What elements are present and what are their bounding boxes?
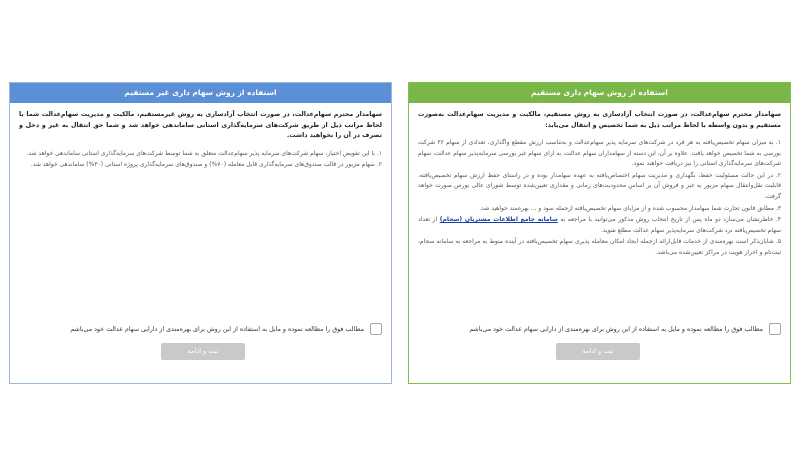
direct-agree-checkbox[interactable] (769, 323, 781, 335)
indirect-submit-button[interactable]: ثبت و ادامه (161, 343, 245, 360)
direct-terms-list (418, 138, 781, 259)
indirect-term-item-2: ۲. سهام مزبور در قالب صندوق‌های سرمایه‌گذاری قابل معامله (۷۰%) و صندوق‌های سرمایه‌گذاری پروژه استانی (۳۰%) ساماندهی خواهد شد. (30, 161, 382, 169)
indirect-agree-label[interactable]: مطالب فوق را مطالعه نموده و مایل به استفاده از این روش برای بهره‌مندی از دارایی سهام عدالت خود می‌باشم (70, 325, 364, 333)
indirect-agree-checkbox[interactable] (370, 323, 382, 335)
indirect-intro-text: سهامدار محترم سهام‌عدالت، در صورت انتخاب آزادسازی به روش غیرمستقیم، مالکیت و مدیریت سهام‌عدالت شما با لحاظ مراتب ذیل از طریق شرکت‌های سرمایه‌گذاری استانی ساماندهی خواهد شد و شما حق انتقال به غیر و دخل و تصرف در آن را نخواهید داشت. (19, 111, 382, 139)
sejam-link[interactable]: سامانه جامع اطلاعات مشتریان (سجام) (439, 216, 558, 224)
direct-term-item-4-before: ۴. خاطرنشان می‌سازد دو ماه پس از تاریخ انتخاب روش مذکور می‌توانید با مراجعه به (557, 216, 781, 224)
direct-agree-label[interactable]: مطالب فوق را مطالعه نموده و مایل به استفاده از این روش برای بهره‌مندی از دارایی سهام عدالت خود می‌باشم (469, 325, 763, 333)
direct-term-item-4-after: از تعداد سهام تخصیص‌یافته نزد شرکت‌های سرمایه‌پذیر سهام عدالت مطلع شوید. (418, 216, 781, 234)
indirect-term-item-1: ۱. با این تفویض اختیار، سهام شرکت‌های سرمایه پذیر سهام‌عدالت متعلق به شما توسط شرکت‌های سرمایه‌گذاری استانی ساماندهی خواهد شد. (26, 149, 382, 157)
indirect-panel-title: استفاده از روش سهام داری غیر مستقیم (10, 83, 391, 103)
direct-term-item-4 (418, 215, 781, 236)
indirect-agree-row (19, 321, 382, 337)
direct-term-item-1: ۱. به میزان سهام تخصیص‌یافته به هر فرد در شرکت‌های سرمایه پذیر سهام‌عدالت و به‌تناسب ارزش مقطع واگذاری، تعدادی از سهام ۳۶ شرکت بورسی به شما تخصیص خواهد یافت. علاوه بر آن، این دسته از سهامداران سهام عدالت، به ازای سهام غیر بورسی سرمایه‌پذیر سهام عدالت، سهام شرکت‌های سرمایه‌گذاری استانی را نیز دریافت خواهند نمود. (418, 139, 782, 168)
indirect-terms-list (19, 149, 382, 171)
direct-term-item-2: ۲. در این حالت مسئولیت حفظ، نگهداری و مدیریت سهام اختصاص‌یافته به عهده سهامدار بوده و در راستای حفظ ارزش سهام تخصیص‌یافته، قابلیت نقل‌وانتقال سهام مزبور به غیر و فروش آن بر اساس محدودیت‌های زمانی و مقداری تعیین‌شده توسط شورای عالی بورس صورت خواهد گرفت. (418, 171, 781, 200)
direct-submit-button[interactable]: ثبت و ادامه (556, 343, 640, 360)
direct-panel-body (409, 103, 790, 259)
direct-term-item-5: ۵. شایان‌ذکر است بهره‌مندی از خدمات قابل‌ارائه ازجمله ایجاد امکان معامله پذیری سهام تخصیص‌یافته در آینده منوط به مراجعه به سامانه سجام، ثبت‌نام و احراز هویت در مراکز تعیین‌شده می‌باشد. (418, 238, 781, 256)
direct-panel-title: استفاده از روش سهام داری مستقیم (409, 83, 790, 103)
direct-intro-text: سهامدار محترم سهام‌عدالت، در صورت انتخاب آزادسازی به روش مستقیم، مالکیت و مدیریت سهام‌عدالت به‌صورت مستقیم و بدون واسطه با لحاظ مراتب ذیل به شما تخصیص و انتقال می‌یابد: (418, 111, 781, 129)
direct-agree-row (418, 321, 781, 337)
indirect-shareholding-panel (9, 82, 392, 384)
direct-shareholding-panel (408, 82, 791, 384)
indirect-panel-body (10, 103, 391, 171)
direct-term-item-3: ۳. مطابق قانون تجارت شما سهامدار محسوب شده و از مزایای سهام تخصیص‌یافته ازجمله سود و ... بهره‌مند خواهید شد. (479, 204, 781, 212)
